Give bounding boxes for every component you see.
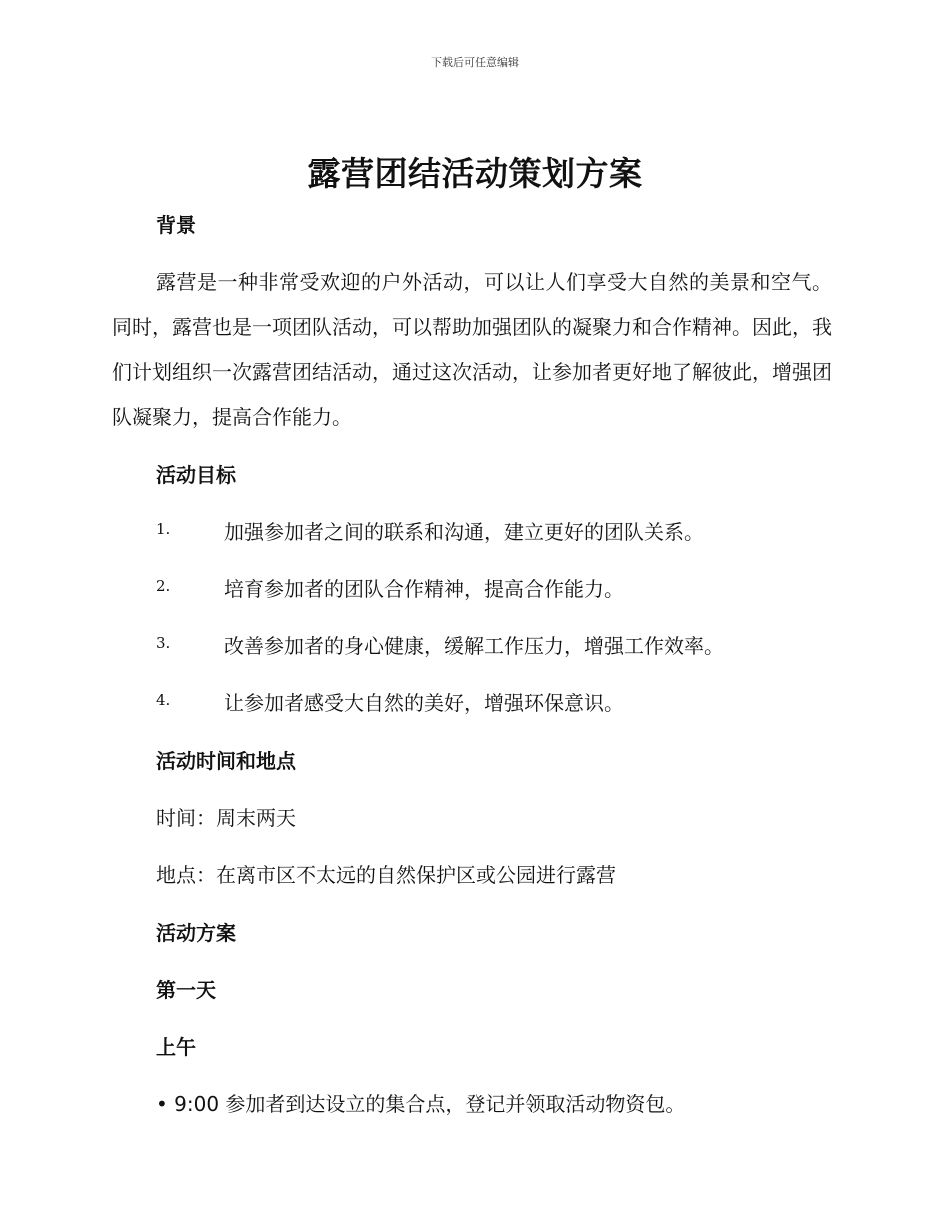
goal-number: 4. (156, 691, 171, 709)
goal-number: 1. (156, 520, 171, 538)
goal-text: 改善参加者的身心健康，缓解工作压力，增强工作效率。 (224, 634, 724, 658)
goal-text: 让参加者感受大自然的美好，增强环保意识。 (224, 691, 624, 715)
heading-background: 背景 (156, 213, 196, 237)
heading-morning: 上午 (156, 1035, 196, 1059)
page-header-note: 下载后可任意编辑 (431, 56, 519, 69)
time-line: 时间：周末两天 (156, 806, 296, 830)
background-paragraph: 露营是一种非常受欢迎的户外活动，可以让人们享受大自然的美景和空气。同时，露营也是一项团队活动，可以帮助加强团队的凝聚力和合作精神。因此，我们计划组织一次露营团结活动，通过这次活动，让参加者更好地了解彼此，增强团队凝聚力，提高合作能力。 (112, 270, 832, 429)
goal-number: 3. (156, 634, 171, 652)
goal-text: 培育参加者的团队合作精神，提高合作能力。 (224, 577, 624, 601)
goal-number: 2. (156, 577, 171, 595)
heading-goals: 活动目标 (156, 463, 236, 487)
heading-plan: 活动方案 (156, 921, 236, 945)
heading-day-one: 第一天 (156, 978, 216, 1002)
place-line: 地点：在离市区不太远的自然保护区或公园进行露营 (156, 863, 616, 887)
document-title: 露营团结活动策划方案 (307, 154, 643, 193)
schedule-bullet-item: • 9:00 参加者到达设立的集合点，登记并领取活动物资包。 (156, 1092, 686, 1116)
heading-time-place: 活动时间和地点 (156, 749, 296, 773)
goal-text: 加强参加者之间的联系和沟通，建立更好的团队关系。 (224, 520, 704, 544)
